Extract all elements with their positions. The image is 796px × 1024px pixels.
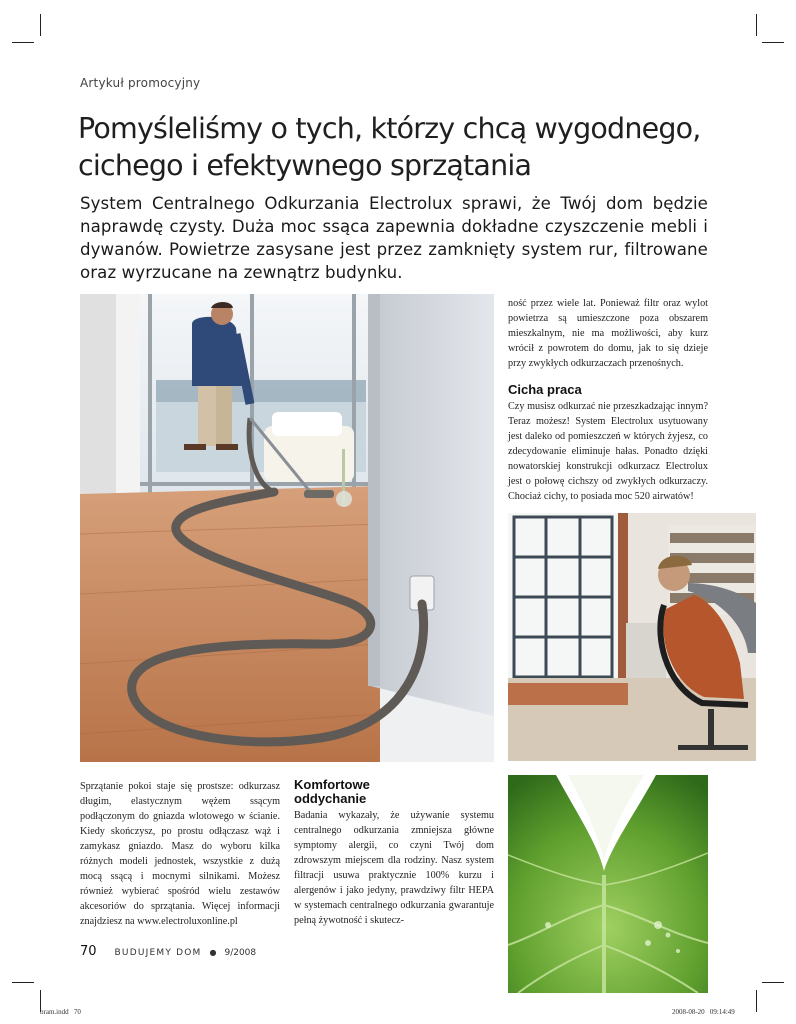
section-title-cicha-praca: Cicha praca <box>508 382 582 397</box>
section-title-komfortowe-oddychanie: Komfortowe oddychanie <box>294 777 370 806</box>
magazine-name: BUDUJEMY DOM <box>114 948 202 958</box>
page-footer <box>80 944 256 959</box>
page-title <box>78 110 738 184</box>
right-text-column <box>508 296 708 504</box>
title-line-1: Pomyśleliśmy o tych, którzy chcą wygodnego, <box>78 112 701 145</box>
footer-separator: ● <box>209 948 217 957</box>
green-leaf-photo <box>508 775 708 993</box>
kicker-label: Artykuł promocyjny <box>80 76 201 90</box>
lead-paragraph: System Centralnego Odkurzania Electrolux sprawi, że Twój dom będzie naprawdę czysty. Duża moc ssąca zapewnia dokładne czyszczenie mebli i dywanów. Powietrze zasysane jest przez zamknięty system rur, filtrowane oraz wyrzucane na zewnątrz budynku. <box>80 194 708 282</box>
right-section-paragraph: Czy musisz odkurzać nie przeszkadzając innym? Teraz możesz! System Electrolux usytuowany jest daleko od pomieszczeń w których żyjesz, co zdecydowanie eliminuje hałas. Ponadto dzięki nowatorskiej konstrukcji odkurzacz Electrolux jest o połowę cichszy od zwykłych odkurzaczy. Chociaż cichy, to posiada moc 520 airwatów! <box>508 401 708 502</box>
slug-timestamp: 2008-08-20 09:14:49 <box>672 1008 735 1016</box>
crop-mark <box>12 42 34 43</box>
crop-mark <box>756 990 757 1012</box>
crop-mark <box>12 982 34 983</box>
crop-mark <box>762 42 784 43</box>
crop-mark <box>756 14 757 36</box>
middle-body-paragraph: Badania wykazały, że używanie systemu centralnego odkurzania zmniejsza główne symptomy alergii, co czyni Twój dom zdrowszym miejscem dla rodziny. Nasz system filtracji usuwa praktycznie 100% kurzu i alergenów i jako jedyny, prawdziwy filtr HEPA w systemach centralnego odkurzania gwarantuje pełną żywotność i skutecz- <box>294 810 494 926</box>
right-intro-paragraph: ność przez wiele lat. Ponieważ filtr oraz wylot powietrza są umieszczone poza obszarem mieszkalnym, nie ma możliwości, aby kurz wrócił z powrotem do domu, jak to się dzieje przy zwykłych odkurzaczach przenośnych. <box>508 298 708 369</box>
page-number: 70 <box>80 944 97 959</box>
middle-text-column <box>294 778 494 928</box>
left-text-column <box>80 779 280 929</box>
crop-mark <box>762 982 784 983</box>
slug-file: bram.indd 70 <box>40 1008 81 1016</box>
left-body-paragraph: Sprzątanie pokoi staje się prostsze: odkurzasz długim, elastycznym wężem ssącym podłączonym do gniazda wlotowego w ścianie. Kiedy skończysz, po prostu odłączasz wąż i zamykasz gniazdo. Masz do wyboru kilka różnych modeli jednostek, wszystkie z dużą mocą ssącą i mocnymi silnikami. Możesz również wybierać spośród wielu zestawów akcesoriów do sprzątania. Więcej informacji znajdziesz na www.electroluxonline.pl <box>80 781 280 927</box>
vacuum-room-photo <box>80 294 494 762</box>
armchair-relax-photo <box>508 513 756 761</box>
issue-number: 9/2008 <box>224 948 257 958</box>
crop-mark <box>40 14 41 36</box>
title-line-2: cichego i efektywnego sprzątania <box>78 149 532 182</box>
